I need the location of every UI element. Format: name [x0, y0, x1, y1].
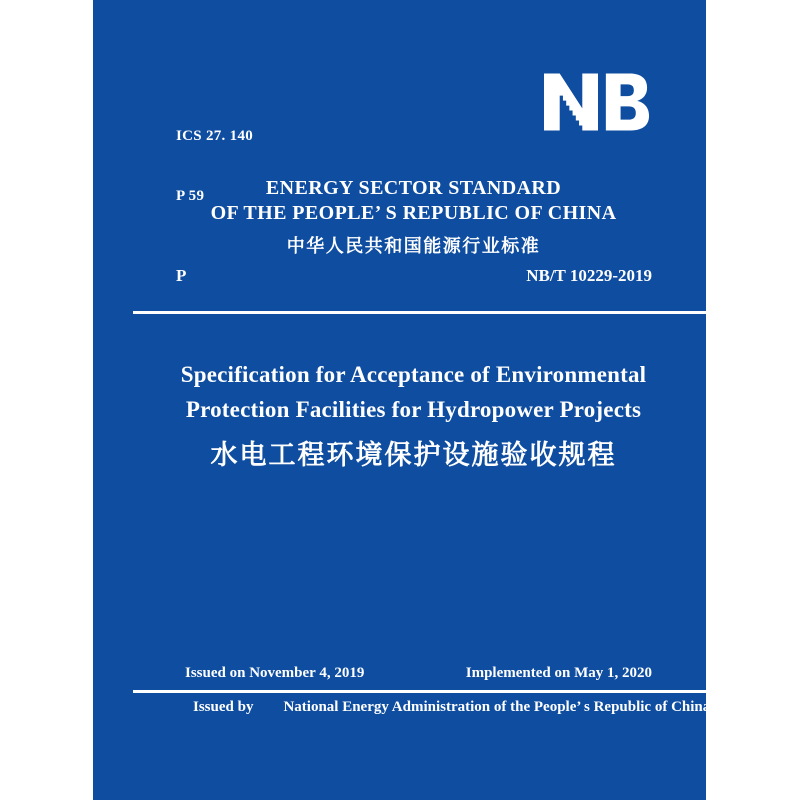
standard-name-en-line1: ENERGY SECTOR STANDARD [265, 177, 562, 199]
dates-row [93, 665, 706, 682]
standard-cover [93, 0, 711, 800]
issued-by-label: Issued by [193, 699, 254, 715]
doc-class-letter: P [176, 266, 187, 285]
title-block [93, 357, 706, 471]
standard-name-block [93, 176, 706, 257]
title-en-line2: Protection Facilities for Hydropower Projects [185, 397, 642, 422]
footer-divider-rule [133, 690, 706, 693]
implemented-date: Implemented on May 1, 2020 [465, 665, 652, 681]
classification-code: P 59 [176, 188, 205, 204]
title-cn: 水电工程环境保护设施验收规程 [210, 440, 617, 470]
standard-name-cn: 中华人民共和国能源行业标准 [286, 236, 541, 256]
issued-date: Issued on November 4, 2019 [185, 665, 365, 681]
standard-name-en-line2: OF THE PEOPLE’ S REPUBLIC OF CHINA [210, 202, 617, 224]
code-row [93, 266, 706, 286]
issued-by-row [93, 699, 711, 716]
title-en-line1: Specification for Acceptance of Environmental [180, 362, 647, 387]
top-divider-rule [133, 311, 706, 314]
ics-code: ICS 27. 140 [176, 128, 254, 144]
standard-number: NB/T 10229-2019 [526, 266, 652, 285]
issued-by-value: National Energy Administration of the People’ s Republic of China [283, 699, 711, 715]
nb-logo-icon [544, 73, 652, 131]
